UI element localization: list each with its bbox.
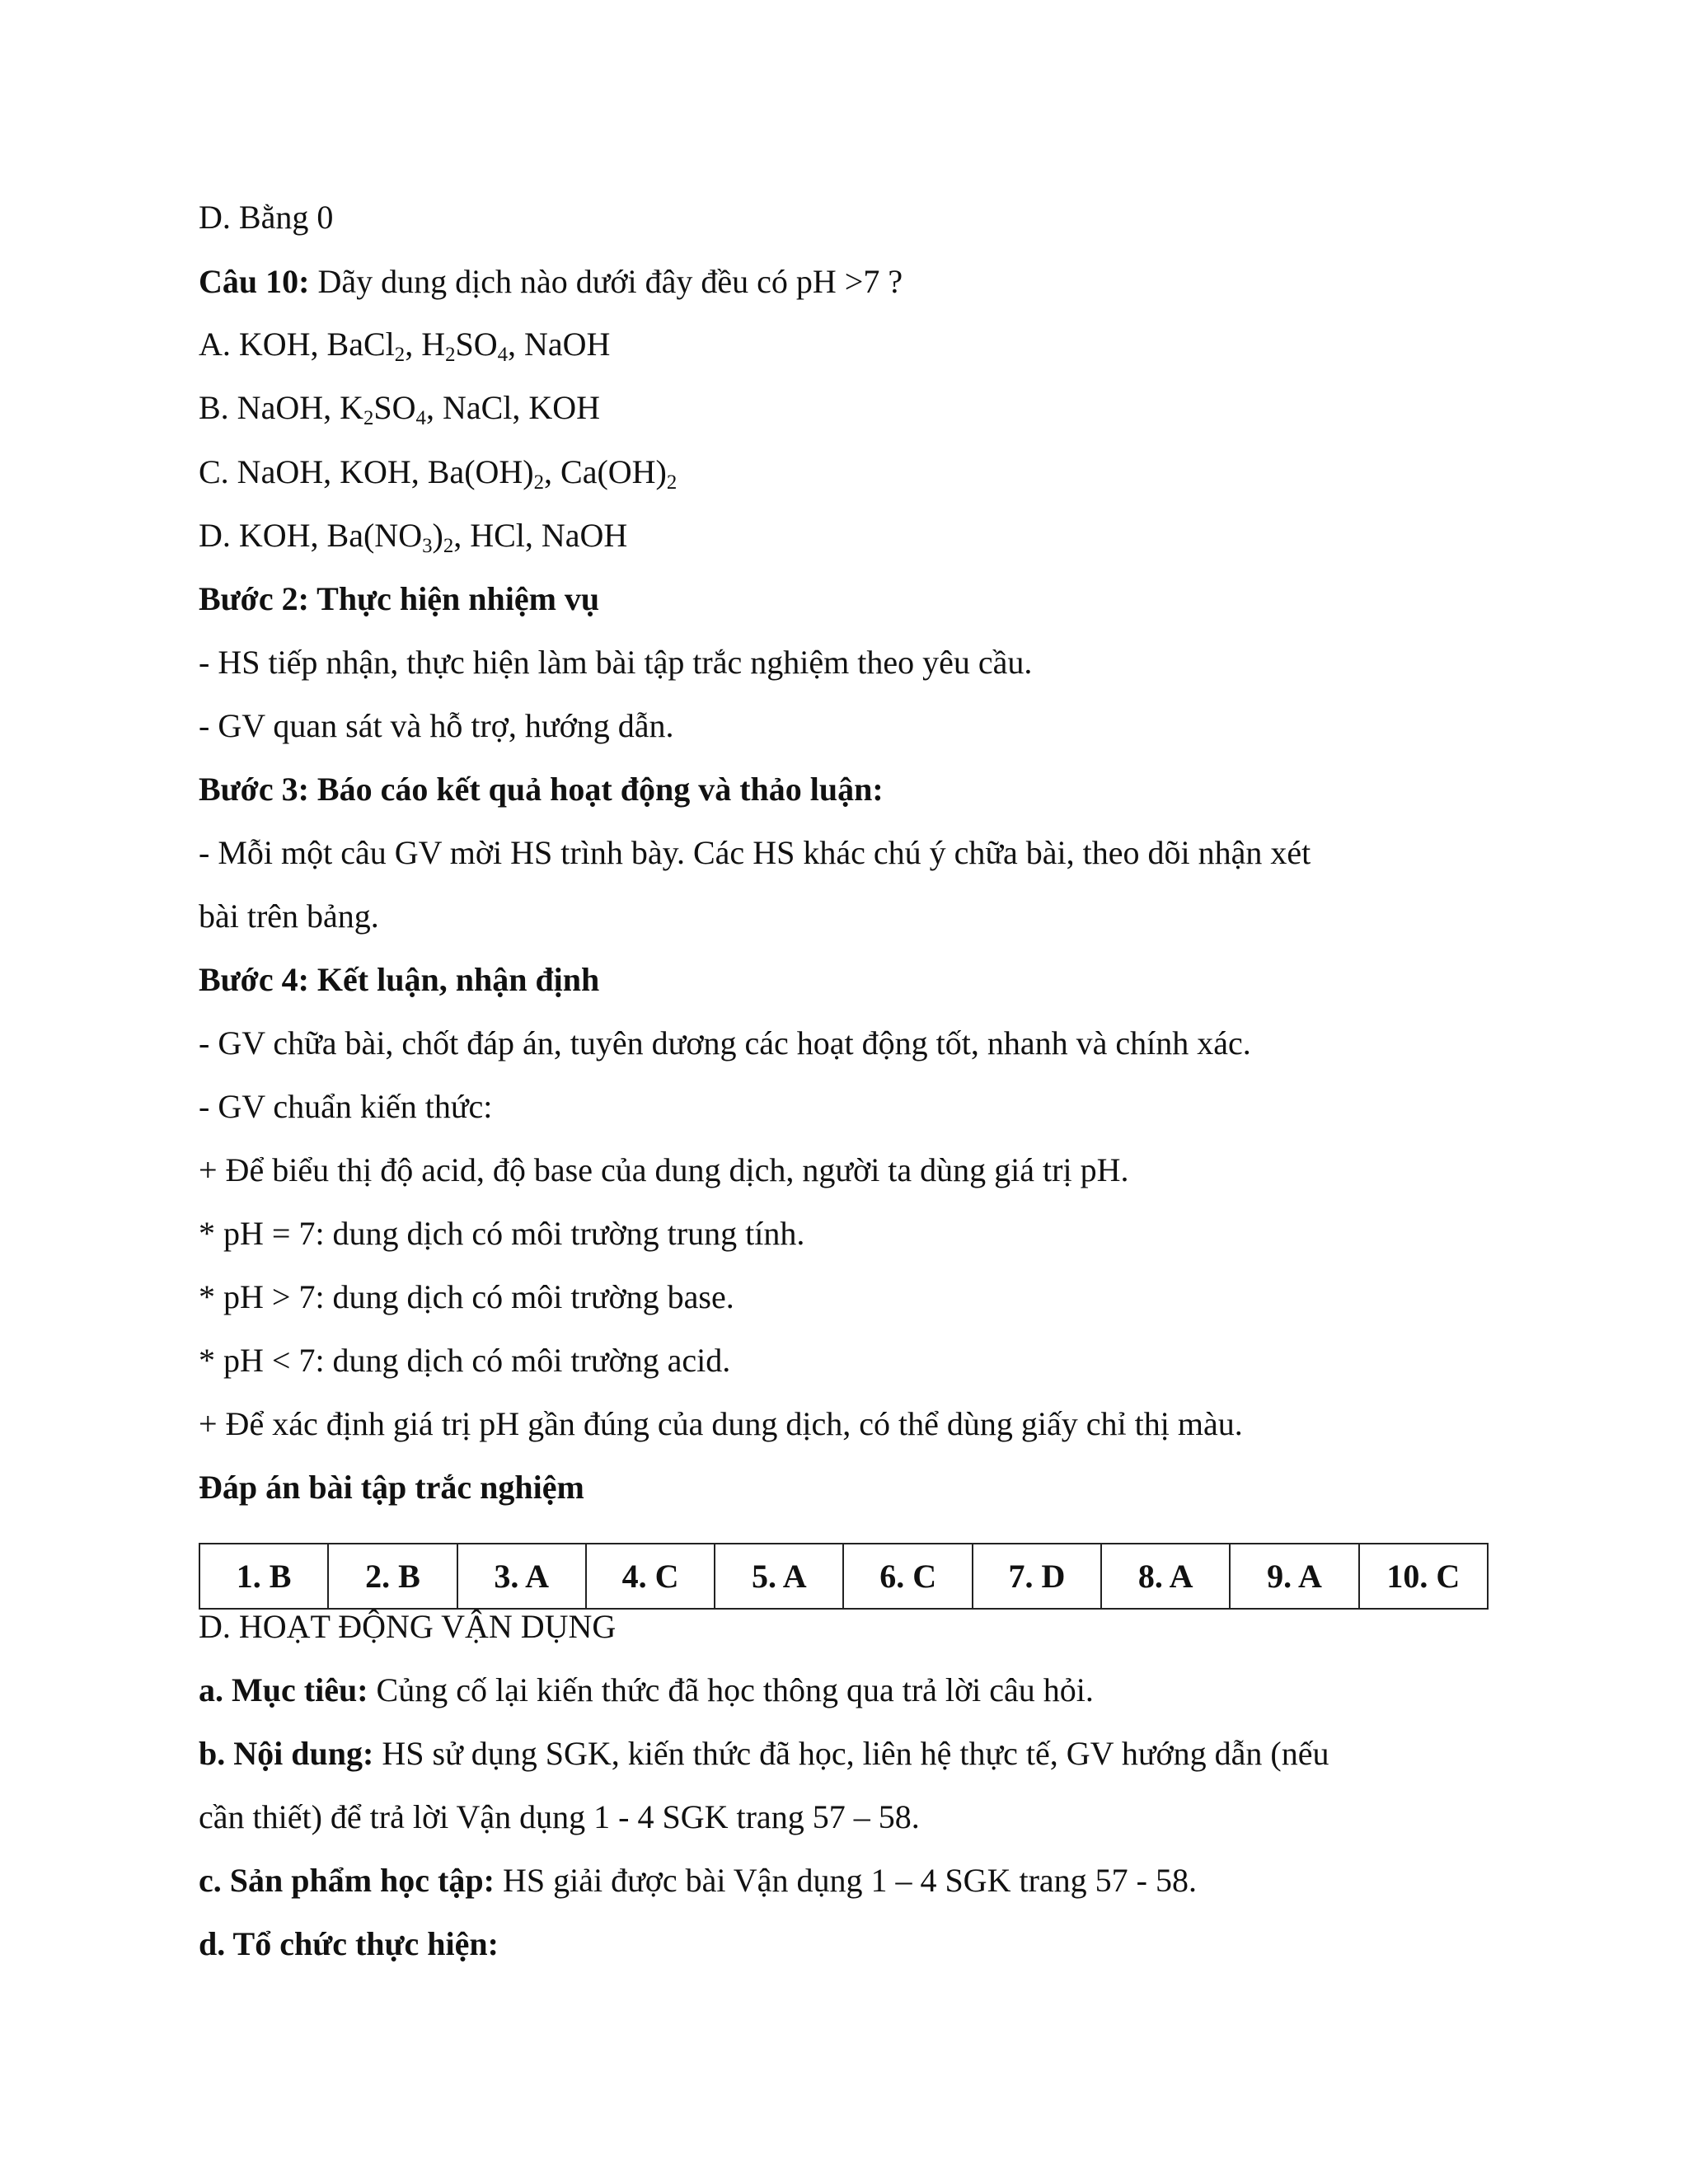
answer-cell: 7. D	[973, 1544, 1101, 1609]
product-line	[199, 1861, 1197, 1900]
step-3-line: bài trên bảng.	[199, 898, 379, 935]
text-part: , H	[405, 326, 446, 363]
step-4-line: - GV chữa bài, chốt đáp án, tuyên dương các hoạt động tốt, nhanh và chính xác.	[199, 1024, 1251, 1062]
q10-option-d	[199, 516, 627, 555]
text-part: )	[432, 517, 443, 554]
step-4-line: * pH = 7: dung dịch có môi trường trung tính.	[199, 1215, 805, 1252]
subscript: 3	[422, 534, 433, 557]
question-10	[199, 262, 903, 302]
q10-option-a	[199, 325, 610, 364]
text-part: SO	[455, 326, 498, 363]
answer-table	[199, 1543, 1489, 1610]
content-label: b. Nội dung:	[199, 1735, 374, 1772]
goal-label: a. Mục tiêu:	[199, 1671, 368, 1708]
answer-cell: 6. C	[843, 1544, 972, 1609]
content-line	[199, 1734, 1329, 1774]
text-part: , Ca(OH)	[544, 453, 667, 490]
subscript: 2	[443, 534, 454, 557]
subscript: 2	[533, 471, 545, 494]
step-3-line: - Mỗi một câu GV mời HS trình bày. Các HS khác chú ý chữa bài, theo dõi nhận xét	[199, 834, 1311, 871]
goal-line	[199, 1671, 1094, 1710]
text-part: SO	[373, 389, 416, 426]
organization-heading: d. Tổ chức thực hiện:	[199, 1925, 499, 1962]
answer-cell: 10. C	[1359, 1544, 1488, 1609]
step-3-heading: Bước 3: Báo cáo kết quả hoạt động và thảo luận:	[199, 771, 884, 808]
answer-cell: 9. A	[1230, 1544, 1358, 1609]
q9-option-d: D. Bằng 0	[199, 199, 334, 236]
step-4-line: * pH < 7: dung dịch có môi trường acid.	[199, 1342, 731, 1379]
content-text: HS sử dụng SGK, kiến thức đã học, liên hệ thực tế, GV hướng dẫn (nếu	[373, 1735, 1329, 1772]
step-2-heading: Bước 2: Thực hiện nhiệm vụ	[199, 580, 600, 617]
answer-cell: 3. A	[457, 1544, 586, 1609]
subscript: 2	[445, 343, 456, 366]
question-10-label: Câu 10:	[199, 263, 310, 300]
question-10-text: Dãy dung dịch nào dưới đây đều có pH >7 ?	[309, 263, 903, 300]
step-4-line: - GV chuẩn kiến thức:	[199, 1088, 493, 1125]
text-part: A. KOH, BaCl	[199, 326, 395, 363]
subscript: 2	[394, 343, 406, 366]
step-4-heading: Bước 4: Kết luận, nhận định	[199, 961, 600, 998]
section-d-heading: D. HOẠT ĐỘNG VẬN DỤNG	[199, 1608, 617, 1645]
text-part: , HCl, NaOH	[453, 517, 628, 554]
goal-text: Củng cố lại kiến thức đã học thông qua trả lời câu hỏi.	[368, 1671, 1094, 1708]
step-4-line: + Để biểu thị độ acid, độ base của dung dịch, người ta dùng giá trị pH.	[199, 1151, 1129, 1188]
table-row	[199, 1544, 1488, 1609]
content-line-2: cần thiết) để trả lời Vận dụng 1 - 4 SGK trang 57 – 58.	[199, 1798, 920, 1835]
q10-option-c	[199, 452, 677, 492]
step-4-line: + Để xác định giá trị pH gần đúng của dung dịch, có thể dùng giấy chỉ thị màu.	[199, 1405, 1243, 1442]
text-part: C. NaOH, KOH, Ba(OH)	[199, 453, 534, 490]
answer-cell: 4. C	[586, 1544, 715, 1609]
text-part: B. NaOH, K	[199, 389, 363, 426]
step-2-line: - GV quan sát và hỗ trợ, hướng dẫn.	[199, 707, 674, 744]
answers-heading: Đáp án bài tập trắc nghiệm	[199, 1469, 584, 1506]
answer-cell: 1. B	[199, 1544, 328, 1609]
step-2-line: - HS tiếp nhận, thực hiện làm bài tập trắc nghiệm theo yêu cầu.	[199, 644, 1033, 681]
answer-cell: 5. A	[715, 1544, 843, 1609]
text-part: D. KOH, Ba(NO	[199, 517, 423, 554]
step-4-line: * pH > 7: dung dịch có môi trường base.	[199, 1278, 734, 1315]
product-text: HS giải được bài Vận dụng 1 – 4 SGK trang 57 - 58.	[494, 1862, 1197, 1899]
subscript: 2	[363, 406, 374, 429]
subscript: 4	[415, 406, 426, 429]
subscript: 4	[497, 343, 509, 366]
text-part: , NaCl, KOH	[425, 389, 601, 426]
q10-option-b	[199, 388, 600, 428]
answer-cell: 2. B	[328, 1544, 457, 1609]
answer-cell: 8. A	[1101, 1544, 1230, 1609]
subscript: 2	[666, 471, 678, 494]
text-part: , NaOH	[508, 326, 611, 363]
product-label: c. Sản phẩm học tập:	[199, 1862, 495, 1899]
